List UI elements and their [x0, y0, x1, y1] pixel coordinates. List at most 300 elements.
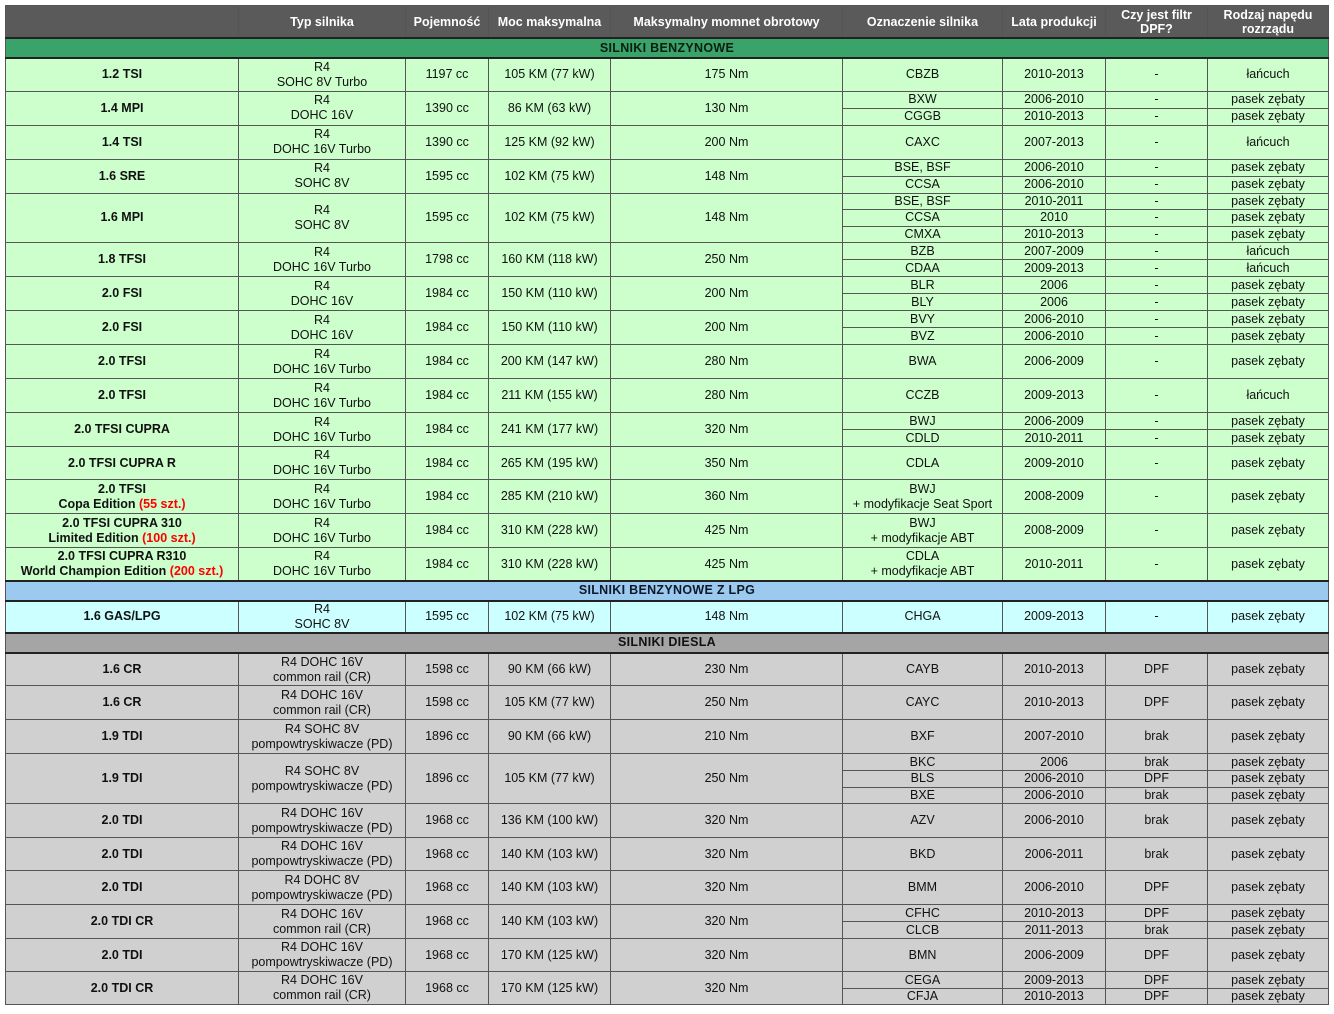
- power-cell: 310 KM (228 kW): [489, 548, 611, 581]
- engine-table-body: [6, 38, 1329, 1005]
- engine-type-line: R4 DOHC 16V: [281, 906, 363, 921]
- table-row: [6, 905, 1329, 922]
- production-years-cell: 2006-2010: [1003, 771, 1106, 788]
- engine-model-name: 2.0 TFSI: [98, 354, 146, 369]
- dpf-cell: -: [1106, 379, 1208, 413]
- engine-type-line: R4: [314, 202, 330, 217]
- capacity-cell: 1197 cc: [406, 58, 489, 91]
- engine-type-cell: [239, 548, 406, 581]
- capacity-cell: 1984 cc: [406, 447, 489, 480]
- production-years-cell: 2008-2009: [1003, 480, 1106, 514]
- engine-model-name: 1.6 GAS/LPG: [83, 609, 161, 624]
- engine-model-name: 1.9 TDI: [101, 771, 143, 786]
- production-years-cell: 2006-2010: [1003, 871, 1106, 905]
- section-title: SILNIKI BENZYNOWE: [6, 38, 1329, 58]
- engine-code-line: CAXC: [905, 134, 940, 149]
- engine-type-cell: [239, 905, 406, 939]
- dpf-cell: brak: [1106, 754, 1208, 771]
- timing-drive-cell: pasek zębaty: [1208, 345, 1329, 379]
- engine-model-name: 1.6 MPI: [100, 210, 144, 225]
- engine-type-cell: [239, 413, 406, 447]
- engine-type-cell: [239, 379, 406, 413]
- timing-drive-cell: pasek zębaty: [1208, 277, 1329, 294]
- dpf-cell: -: [1106, 514, 1208, 548]
- engine-type-cell: [239, 804, 406, 838]
- header-cell-timing-drive: Rodzaj napędu rozrządu: [1208, 6, 1329, 39]
- engine-code-cell: [843, 480, 1003, 514]
- dpf-cell: brak: [1106, 720, 1208, 754]
- engine-type-cell: [239, 720, 406, 754]
- engine-model-edition: Copa Edition: [58, 496, 136, 511]
- engine-type-line: SOHC 8V Turbo: [276, 74, 368, 89]
- engine-type-line: DOHC 16V Turbo: [273, 564, 371, 579]
- engine-code-cell: [843, 939, 1003, 972]
- torque-cell: 320 Nm: [611, 972, 843, 1005]
- section-row: [6, 633, 1329, 653]
- capacity-cell: 1598 cc: [406, 653, 489, 686]
- timing-drive-cell: pasek zębaty: [1208, 804, 1329, 838]
- power-cell: 170 KM (125 kW): [489, 972, 611, 1005]
- section-title: SILNIKI DIESLA: [6, 633, 1329, 653]
- engine-model-name: 2.0 TDI: [101, 846, 143, 861]
- engine-code-line: CDLA: [905, 455, 940, 470]
- engine-model-cell: [6, 243, 239, 277]
- timing-drive-cell: pasek zębaty: [1208, 939, 1329, 972]
- production-years-cell: 2010-2013: [1003, 905, 1106, 922]
- timing-drive-cell: pasek zębaty: [1208, 413, 1329, 430]
- timing-drive-cell: łańcuch: [1208, 58, 1329, 91]
- engine-code-line: CFHC: [905, 905, 940, 920]
- power-cell: 140 KM (103 kW): [489, 838, 611, 871]
- engine-model-edition-line: [6, 531, 238, 546]
- torque-cell: 175 Nm: [611, 58, 843, 91]
- engine-model-name: 2.0 FSI: [101, 320, 143, 335]
- engine-type-line: R4 DOHC 8V: [284, 872, 360, 887]
- production-years-cell: 2006-2010: [1003, 311, 1106, 328]
- engine-model-name: 2.0 TDI: [101, 813, 143, 828]
- engine-type-cell: [239, 447, 406, 480]
- engine-model-cell: [6, 754, 239, 804]
- production-years-cell: 2006-2010: [1003, 176, 1106, 193]
- engine-model-name: 2.0 TFSI CUPRA R310: [57, 549, 187, 564]
- engine-code-line: CBZB: [905, 67, 940, 82]
- engine-code-line: BLY: [911, 294, 934, 309]
- engine-code-cell: [843, 720, 1003, 754]
- production-years-cell: 2011-2013: [1003, 922, 1106, 939]
- engine-type-line: pompowtryskiwacze (PD): [251, 887, 393, 902]
- engine-type-cell: [239, 345, 406, 379]
- engine-model-name: 2.0 TDI: [101, 947, 143, 962]
- timing-drive-cell: pasek zębaty: [1208, 226, 1329, 243]
- production-years-cell: 2010-2011: [1003, 193, 1106, 210]
- engine-code-line: BVZ: [910, 328, 935, 343]
- engine-type-cell: [239, 871, 406, 905]
- timing-drive-cell: pasek zębaty: [1208, 480, 1329, 514]
- engine-type-cell: [239, 653, 406, 686]
- engine-code-cell: [843, 871, 1003, 905]
- timing-drive-cell: pasek zębaty: [1208, 686, 1329, 720]
- timing-drive-cell: pasek zębaty: [1208, 922, 1329, 939]
- table-row: [6, 939, 1329, 972]
- table-row: [6, 548, 1329, 581]
- engine-model-cell: [6, 871, 239, 905]
- power-cell: 170 KM (125 kW): [489, 939, 611, 972]
- engine-code-line: BWA: [908, 354, 937, 369]
- dpf-cell: -: [1106, 447, 1208, 480]
- engine-code-cell: [843, 294, 1003, 311]
- timing-drive-cell: pasek zębaty: [1208, 988, 1329, 1005]
- engine-type-line: SOHC 8V: [294, 616, 350, 631]
- power-cell: 241 KM (177 kW): [489, 413, 611, 447]
- engine-model-cell: [6, 972, 239, 1005]
- engine-type-line: SOHC 8V: [294, 176, 350, 190]
- engine-code-cell: [843, 838, 1003, 871]
- engine-type-cell: [239, 159, 406, 193]
- torque-cell: 425 Nm: [611, 548, 843, 581]
- timing-drive-cell: pasek zębaty: [1208, 548, 1329, 581]
- torque-cell: 360 Nm: [611, 480, 843, 514]
- engine-model-name: 2.0 TFSI CUPRA 310: [62, 515, 182, 530]
- engine-type-line: pompowtryskiwacze (PD): [251, 736, 393, 751]
- engine-model-cell: [6, 345, 239, 379]
- engine-model-cell: [6, 193, 239, 243]
- torque-cell: 148 Nm: [611, 193, 843, 243]
- engine-code-cell: [843, 91, 1003, 108]
- engine-model-cell: [6, 125, 239, 159]
- engine-code-line: BSE, BSF: [894, 193, 951, 208]
- engine-type-line: R4: [314, 380, 330, 395]
- engine-model-name: 2.0 TDI CR: [90, 914, 154, 929]
- production-years-cell: 2010-2013: [1003, 226, 1106, 243]
- capacity-cell: 1595 cc: [406, 159, 489, 193]
- engine-model-quantity: (200 szt.): [169, 564, 224, 579]
- capacity-cell: 1984 cc: [406, 277, 489, 311]
- timing-drive-cell: łańcuch: [1208, 379, 1329, 413]
- capacity-cell: 1984 cc: [406, 548, 489, 581]
- engine-model-name: 1.4 MPI: [100, 100, 144, 115]
- engine-type-line: R4 SOHC 8V: [284, 721, 360, 736]
- table-row: [6, 754, 1329, 771]
- production-years-cell: 2007-2013: [1003, 125, 1106, 159]
- timing-drive-cell: pasek zębaty: [1208, 294, 1329, 311]
- engine-model-cell: [6, 277, 239, 311]
- header-cell-max-power: Moc maksymalna: [489, 6, 611, 39]
- engine-type-line: DOHC 16V Turbo: [273, 142, 371, 156]
- engine-code-cell: [843, 787, 1003, 804]
- engine-model-name: 2.0 FSI: [101, 286, 143, 301]
- engine-code-cell: [843, 771, 1003, 788]
- power-cell: 285 KM (210 kW): [489, 480, 611, 514]
- engine-code-cell: [843, 922, 1003, 939]
- dpf-cell: -: [1106, 226, 1208, 243]
- engine-model-edition-line: [6, 497, 238, 512]
- timing-drive-cell: pasek zębaty: [1208, 328, 1329, 345]
- engine-code-line: CMXA: [904, 227, 941, 242]
- timing-drive-cell: pasek zębaty: [1208, 601, 1329, 633]
- table-row: [6, 686, 1329, 720]
- engine-type-cell: [239, 277, 406, 311]
- engine-code-line: BKD: [909, 846, 936, 861]
- engine-code-line: CCZB: [905, 388, 940, 403]
- dpf-cell: -: [1106, 260, 1208, 277]
- power-cell: 105 KM (77 kW): [489, 686, 611, 720]
- production-years-cell: 2008-2009: [1003, 514, 1106, 548]
- engine-code-cell: [843, 159, 1003, 176]
- engine-code-cell: [843, 260, 1003, 277]
- engine-code-cell: [843, 905, 1003, 922]
- engine-type-line: R4: [314, 244, 330, 259]
- dpf-cell: DPF: [1106, 686, 1208, 720]
- timing-drive-cell: pasek zębaty: [1208, 972, 1329, 989]
- engine-type-line: R4: [314, 448, 330, 463]
- engine-code-line: BLS: [910, 771, 935, 786]
- dpf-cell: DPF: [1106, 939, 1208, 972]
- engine-type-line: R4: [314, 127, 330, 141]
- engine-model-cell: [6, 91, 239, 125]
- production-years-cell: 2009-2013: [1003, 601, 1106, 633]
- torque-cell: 200 Nm: [611, 311, 843, 345]
- engine-model-name: 1.4 TSI: [101, 134, 143, 149]
- dpf-cell: -: [1106, 413, 1208, 430]
- engine-code-line: + modyfikacje ABT: [870, 564, 975, 579]
- engine-type-cell: [239, 838, 406, 871]
- table-row: [6, 838, 1329, 871]
- table-row: [6, 413, 1329, 430]
- production-years-cell: 2006-2010: [1003, 328, 1106, 345]
- table-row: [6, 972, 1329, 989]
- engine-code-cell: [843, 379, 1003, 413]
- engine-model-cell: [6, 159, 239, 193]
- engine-model-name: 1.2 TSI: [101, 67, 143, 82]
- power-cell: 125 KM (92 kW): [489, 125, 611, 159]
- engine-model-cell: [6, 58, 239, 91]
- engine-type-line: DOHC 16V Turbo: [273, 463, 371, 478]
- engine-type-cell: [239, 91, 406, 125]
- table-row: [6, 345, 1329, 379]
- production-years-cell: 2006-2010: [1003, 804, 1106, 838]
- engine-code-line: BLR: [910, 277, 935, 292]
- section-row: [6, 581, 1329, 601]
- engine-type-line: R4: [314, 312, 330, 327]
- power-cell: 90 KM (66 kW): [489, 720, 611, 754]
- torque-cell: 320 Nm: [611, 413, 843, 447]
- engine-model-cell: [6, 379, 239, 413]
- engine-code-cell: [843, 514, 1003, 548]
- torque-cell: 320 Nm: [611, 871, 843, 905]
- power-cell: 105 KM (77 kW): [489, 58, 611, 91]
- capacity-cell: 1798 cc: [406, 243, 489, 277]
- production-years-cell: 2007-2010: [1003, 720, 1106, 754]
- dpf-cell: brak: [1106, 804, 1208, 838]
- table-row: [6, 514, 1329, 548]
- torque-cell: 320 Nm: [611, 804, 843, 838]
- dpf-cell: -: [1106, 58, 1208, 91]
- dpf-cell: -: [1106, 311, 1208, 328]
- timing-drive-cell: pasek zębaty: [1208, 905, 1329, 922]
- engine-code-line: BXE: [909, 788, 935, 803]
- engine-type-line: pompowtryskiwacze (PD): [251, 820, 393, 835]
- engine-model-name: 2.0 TFSI CUPRA R: [68, 455, 176, 470]
- production-years-cell: 2009-2013: [1003, 972, 1106, 989]
- production-years-cell: 2010: [1003, 210, 1106, 227]
- engine-model-name: 1.6 SRE: [98, 168, 146, 183]
- engine-type-line: common rail (CR): [273, 669, 371, 684]
- engine-code-line: CFJA: [906, 989, 939, 1004]
- dpf-cell: -: [1106, 125, 1208, 159]
- production-years-cell: 2006-2010: [1003, 91, 1106, 108]
- engine-type-line: R4 SOHC 8V: [284, 763, 360, 778]
- engine-type-cell: [239, 972, 406, 1005]
- engine-type-line: DOHC 16V Turbo: [273, 259, 371, 274]
- power-cell: 211 KM (155 kW): [489, 379, 611, 413]
- table-row: [6, 653, 1329, 686]
- engine-table: [5, 5, 1329, 1005]
- table-row: [6, 91, 1329, 108]
- production-years-cell: 2006: [1003, 754, 1106, 771]
- table-row: [6, 159, 1329, 176]
- engine-code-cell: [843, 754, 1003, 771]
- engine-type-line: DOHC 16V Turbo: [273, 496, 371, 511]
- capacity-cell: 1984 cc: [406, 311, 489, 345]
- engine-code-cell: [843, 226, 1003, 243]
- timing-drive-cell: pasek zębaty: [1208, 754, 1329, 771]
- timing-drive-cell: pasek zębaty: [1208, 210, 1329, 227]
- engine-code-line: CDLD: [905, 430, 940, 445]
- capacity-cell: 1595 cc: [406, 193, 489, 243]
- torque-cell: 320 Nm: [611, 905, 843, 939]
- power-cell: 140 KM (103 kW): [489, 871, 611, 905]
- engine-type-line: R4: [314, 278, 330, 293]
- capacity-cell: 1968 cc: [406, 905, 489, 939]
- production-years-cell: 2009-2010: [1003, 447, 1106, 480]
- capacity-cell: 1595 cc: [406, 601, 489, 633]
- engine-type-line: pompowtryskiwacze (PD): [251, 778, 393, 793]
- engine-code-line: CAYC: [905, 695, 940, 710]
- dpf-cell: DPF: [1106, 771, 1208, 788]
- engine-model-cell: [6, 311, 239, 345]
- capacity-cell: 1984 cc: [406, 514, 489, 548]
- dpf-cell: -: [1106, 548, 1208, 581]
- production-years-cell: 2009-2013: [1003, 260, 1106, 277]
- table-row: [6, 480, 1329, 514]
- dpf-cell: -: [1106, 210, 1208, 227]
- dpf-cell: DPF: [1106, 653, 1208, 686]
- engine-model-cell: [6, 480, 239, 514]
- engine-code-cell: [843, 58, 1003, 91]
- torque-cell: 250 Nm: [611, 243, 843, 277]
- power-cell: 140 KM (103 kW): [489, 905, 611, 939]
- timing-drive-cell: pasek zębaty: [1208, 447, 1329, 480]
- engine-type-cell: [239, 125, 406, 159]
- engine-type-line: R4 DOHC 16V: [281, 973, 363, 988]
- dpf-cell: -: [1106, 108, 1208, 125]
- capacity-cell: 1968 cc: [406, 972, 489, 1005]
- timing-drive-cell: pasek zębaty: [1208, 871, 1329, 905]
- capacity-cell: 1896 cc: [406, 754, 489, 804]
- engine-code-line: BWJ: [909, 413, 936, 428]
- timing-drive-cell: pasek zębaty: [1208, 176, 1329, 193]
- power-cell: 200 KM (147 kW): [489, 345, 611, 379]
- engine-code-line: BWJ: [909, 515, 936, 530]
- dpf-cell: -: [1106, 294, 1208, 311]
- timing-drive-cell: łańcuch: [1208, 125, 1329, 159]
- table-row: [6, 277, 1329, 294]
- engine-model-name: 1.6 CR: [102, 695, 142, 710]
- engine-type-line: R4: [314, 601, 330, 616]
- engine-type-line: R4 DOHC 16V: [281, 940, 363, 955]
- timing-drive-cell: pasek zębaty: [1208, 653, 1329, 686]
- power-cell: 150 KM (110 kW): [489, 311, 611, 345]
- engine-type-line: DOHC 16V: [290, 108, 354, 122]
- timing-drive-cell: pasek zębaty: [1208, 771, 1329, 788]
- timing-drive-cell: pasek zębaty: [1208, 193, 1329, 210]
- engine-code-cell: [843, 430, 1003, 447]
- engine-code-cell: [843, 125, 1003, 159]
- engine-model-name: 1.8 TFSI: [98, 252, 146, 267]
- production-years-cell: 2006-2009: [1003, 345, 1106, 379]
- engine-model-name: 1.9 TDI: [101, 729, 143, 744]
- engine-code-line: CCSA: [905, 177, 940, 191]
- capacity-cell: 1968 cc: [406, 871, 489, 905]
- engine-type-cell: [239, 480, 406, 514]
- power-cell: 90 KM (66 kW): [489, 653, 611, 686]
- engine-type-line: R4: [314, 59, 330, 74]
- torque-cell: 200 Nm: [611, 125, 843, 159]
- engine-model-edition: Limited Edition: [48, 530, 139, 545]
- engine-type-line: R4 DOHC 16V: [281, 687, 363, 702]
- engine-model-cell: [6, 601, 239, 633]
- timing-drive-cell: łańcuch: [1208, 260, 1329, 277]
- production-years-cell: 2007-2009: [1003, 243, 1106, 260]
- capacity-cell: 1390 cc: [406, 125, 489, 159]
- torque-cell: 210 Nm: [611, 720, 843, 754]
- engine-code-cell: [843, 108, 1003, 125]
- engine-code-cell: [843, 653, 1003, 686]
- timing-drive-cell: pasek zębaty: [1208, 91, 1329, 108]
- engine-type-line: R4: [314, 346, 330, 361]
- engine-type-cell: [239, 601, 406, 633]
- engine-type-line: R4 DOHC 16V: [281, 839, 363, 854]
- dpf-cell: brak: [1106, 922, 1208, 939]
- production-years-cell: 2006-2011: [1003, 838, 1106, 871]
- dpf-cell: -: [1106, 345, 1208, 379]
- header-cell-capacity: Pojemność: [406, 6, 489, 39]
- dpf-cell: -: [1106, 176, 1208, 193]
- capacity-cell: 1896 cc: [406, 720, 489, 754]
- engine-code-cell: [843, 176, 1003, 193]
- capacity-cell: 1968 cc: [406, 804, 489, 838]
- torque-cell: 320 Nm: [611, 939, 843, 972]
- engine-type-line: R4 DOHC 16V: [281, 654, 363, 669]
- engine-type-line: DOHC 16V Turbo: [273, 395, 371, 410]
- torque-cell: 250 Nm: [611, 686, 843, 720]
- engine-type-cell: [239, 686, 406, 720]
- engine-code-line: BMN: [908, 947, 937, 962]
- dpf-cell: brak: [1106, 838, 1208, 871]
- torque-cell: 130 Nm: [611, 91, 843, 125]
- engine-type-cell: [239, 193, 406, 243]
- torque-cell: 320 Nm: [611, 838, 843, 871]
- engine-model-name: 2.0 TDI: [101, 880, 143, 895]
- torque-cell: 250 Nm: [611, 754, 843, 804]
- dpf-cell: -: [1106, 328, 1208, 345]
- engine-code-cell: [843, 193, 1003, 210]
- engine-code-line: CCSA: [905, 210, 940, 225]
- engine-code-cell: [843, 243, 1003, 260]
- engine-type-cell: [239, 58, 406, 91]
- engine-code-line: BXF: [910, 729, 935, 744]
- engine-code-cell: [843, 413, 1003, 430]
